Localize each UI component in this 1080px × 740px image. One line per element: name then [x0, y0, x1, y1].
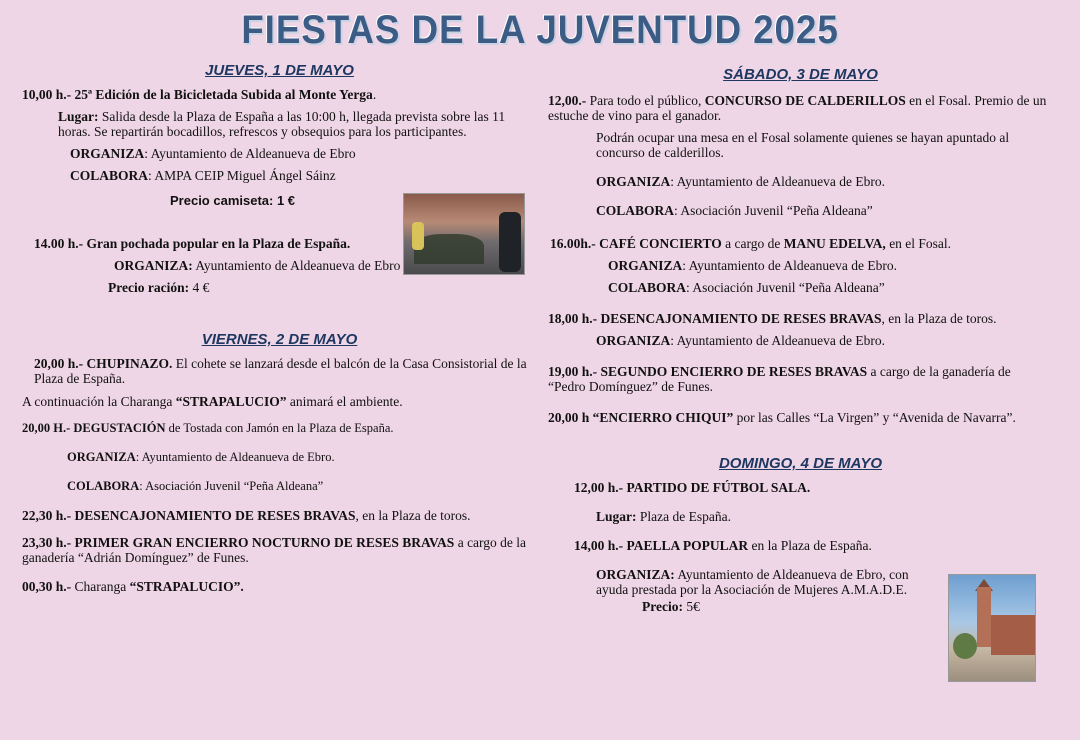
bike-ride-photo: [403, 193, 525, 275]
price-text: 4 €: [189, 280, 210, 295]
event-text: a cargo de la ganadería de “Pedro Domínguez” de Funes.: [548, 364, 1011, 394]
thursday-pochada-price: [22, 280, 537, 295]
sunday-organiza: [548, 567, 936, 597]
organiza-text: : Ayuntamiento de Aldeanueva de Ebro.: [682, 258, 897, 273]
organiza-text: Ayuntamiento de Aldeanueva de Ebro, con ayuda prestada por la Asociación de Mujeres A.M.A.D.E.: [596, 567, 909, 597]
event-tail: .: [372, 87, 377, 102]
event-text: El cohete se lanzará desde el balcón de la Casa Consistorial de la Plaza de España.: [34, 356, 527, 386]
colabora-label: COLABORA: [596, 203, 675, 218]
saturday-cafe-colabora: [548, 280, 1053, 295]
friday-organiza: [22, 450, 537, 465]
event-bold: MANU EDELVA,: [783, 236, 886, 251]
saturday-desencajonamiento-organiza: [548, 333, 1053, 348]
event-title: 19,00 h.- SEGUNDO ENCIERRO DE RESES BRAVAS: [548, 364, 868, 379]
event-text: de Tostada con Jamón en la Plaza de España.: [165, 421, 394, 435]
saturday-organiza: [548, 174, 1053, 189]
price-label: Precio ración:: [108, 280, 190, 295]
organiza-text: : Ayuntamiento de Aldeanueva de Ebro.: [135, 450, 335, 464]
saturday-event-calderillos: [548, 93, 1053, 123]
event-title: 14.00 h.- Gran pochada popular en la Plaza de España.: [34, 236, 351, 251]
friday-event-chupinazo: [22, 356, 537, 386]
event-title: 23,30 h.- PRIMER GRAN ENCIERRO NOCTURNO DE RESES BRAVAS: [22, 535, 455, 550]
lugar-label: Lugar:: [596, 509, 637, 524]
organiza-text: Ayuntamiento de Aldeanueva de Ebro: [192, 258, 401, 273]
event-text: Para todo el público,: [586, 93, 705, 108]
event-title: 20,00 h “ENCIERRO CHIQUI”: [548, 410, 734, 425]
saturday-event-desencajonamiento: [548, 311, 1038, 326]
event-title: 10,00 h.- 25ª Edición de la Bicicletada Subida al Monte Yerga: [22, 87, 373, 102]
thursday-organiza: [22, 146, 537, 161]
colabora-text: : AMPA CEIP Miguel Ángel Sáinz: [148, 168, 336, 183]
sunday-heading: DOMINGO, 4 DE MAYO: [718, 455, 883, 472]
saturday-event-encierro: [548, 364, 1038, 394]
event-text: en la Plaza de España.: [748, 538, 872, 553]
lugar-text: Plaza de España.: [636, 509, 731, 524]
organiza-label: ORGANIZA: [596, 174, 671, 189]
event-text: a cargo de la ganadería “Adrián Domínguez” de Funes.: [22, 535, 527, 565]
event-title: 20,00 H.- DEGUSTACIÓN: [22, 421, 166, 435]
event-title: 20,00 h.- CHUPINAZO.: [34, 356, 173, 371]
event-text: Charanga: [71, 579, 130, 594]
saturday-colabora: [548, 203, 1053, 218]
organiza-label: ORGANIZA:: [114, 258, 193, 273]
lugar-label: Lugar:: [58, 109, 99, 124]
note-text: animará el ambiente.: [286, 394, 403, 409]
organiza-text: : Ayuntamiento de Aldeanueva de Ebro: [144, 146, 356, 161]
thursday-heading: JUEVES, 1 DE MAYO: [205, 62, 354, 79]
organiza-label: ORGANIZA: [608, 258, 683, 273]
event-bold: “STRAPALUCIO”.: [129, 579, 244, 594]
friday-event-degustacion: [22, 421, 537, 436]
friday-event-charanga: [22, 579, 537, 594]
organiza-text: : Ayuntamiento de Aldeanueva de Ebro.: [670, 333, 885, 348]
colabora-label: COLABORA: [67, 479, 140, 493]
friday-colabora: [22, 479, 537, 494]
friday-heading: VIERNES, 2 DE MAYO: [201, 331, 358, 348]
saturday-event-chiqui: [548, 410, 1038, 425]
friday-event-encierro: [22, 535, 537, 565]
poster-title: FIESTAS DE LA JUVENTUD 2025: [241, 8, 839, 52]
colabora-label: COLABORA: [70, 168, 149, 183]
colabora-text: : Asociación Juvenil “Peña Aldeana”: [686, 280, 885, 295]
event-text: , en la Plaza de toros.: [881, 311, 997, 326]
sunday-lugar: [548, 509, 1053, 524]
colabora-text: : Asociación Juvenil “Peña Aldeana”: [139, 479, 324, 493]
colabora-text: : Asociación Juvenil “Peña Aldeana”: [674, 203, 873, 218]
event-title: 14,00 h.- PAELLA POPULAR: [574, 538, 749, 553]
organiza-label: ORGANIZA:: [596, 567, 675, 582]
sunday-event-futbol: [548, 480, 1053, 495]
note-text: Podrán ocupar una mesa en el Fosal solamente quienes se hayan apuntado al concurso de calderillos.: [596, 130, 1010, 160]
thursday-colabora: [22, 168, 537, 183]
saturday-calderillos-note: [548, 130, 1016, 160]
event-title: 22,30 h.- DESENCAJONAMIENTO DE RESES BRAVAS: [22, 508, 356, 523]
sunday-event-paella: [548, 538, 1053, 553]
note-text: A continuación la Charanga: [22, 394, 176, 409]
event-text: por las Calles “La Virgen” y “Avenida de Navarra”.: [733, 410, 1016, 425]
event-bold: CONCURSO DE CALDERILLOS: [704, 93, 906, 108]
organiza-text: : Ayuntamiento de Aldeanueva de Ebro.: [670, 174, 885, 189]
church-photo: [948, 574, 1036, 682]
saturday-heading: SÁBADO, 3 DE MAYO: [723, 66, 878, 83]
precio-camiseta: Precio camiseta: 1 €: [170, 193, 296, 208]
organiza-label: ORGANIZA: [70, 146, 145, 161]
event-time: 00,30 h.-: [22, 579, 72, 594]
saturday-cafe-organiza: [548, 258, 1053, 273]
colabora-label: COLABORA: [608, 280, 687, 295]
saturday-event-cafe: [548, 236, 1053, 251]
event-text: en el Fosal. Premio de un estuche de vino para el ganador.: [548, 93, 1047, 123]
right-column: [548, 66, 1053, 621]
organiza-label: ORGANIZA: [596, 333, 671, 348]
friday-event-desencajonamiento: [22, 508, 537, 523]
event-title: 16.00h.- CAFÉ CONCIERTO: [550, 236, 722, 251]
event-title: 18,00 h.- DESENCAJONAMIENTO DE RESES BRAVAS: [548, 311, 882, 326]
thursday-event-bike: [22, 87, 537, 102]
event-text: a cargo de: [721, 236, 784, 251]
event-text: en el Fosal.: [885, 236, 952, 251]
lugar-text: Salida desde la Plaza de España a las 10:00 h, llegada prevista sobre las 11 horas. Se repartirán bocadillos, refrescos y obsequios para los participantes.: [58, 109, 506, 139]
event-time: 12,00.-: [548, 93, 587, 108]
left-column: [22, 62, 537, 601]
organiza-label: ORGANIZA: [67, 450, 136, 464]
price-label: Precio:: [642, 599, 683, 614]
event-title: 12,00 h.- PARTIDO DE FÚTBOL SALA.: [574, 480, 811, 495]
event-text: , en la Plaza de toros.: [355, 508, 471, 523]
note-bold: “STRAPALUCIO”: [175, 394, 287, 409]
thursday-lugar: [22, 109, 538, 139]
price-text: 5€: [682, 599, 700, 614]
friday-charanga-note: [22, 394, 537, 409]
